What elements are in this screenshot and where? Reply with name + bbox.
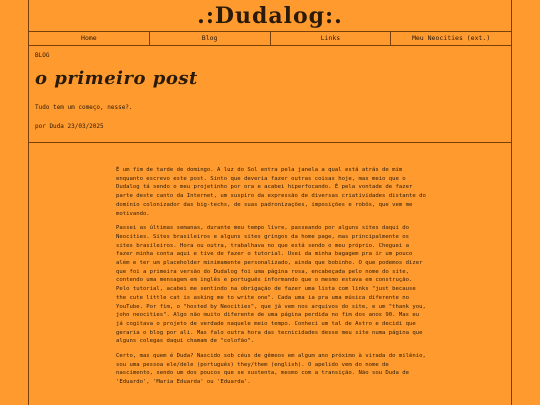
paragraph: Certo, mas quem é Duda? Nascido sob céus de gêmeos em algum ano próximo à virada do milênio, sou uma pessoa ele/dele (português) they/them (english). O apelido vem do nome de nascimento, sendo um dos poucos que se sustenta, mesmo com a transição. Não sou Duda de 'Eduardo', 'Maria Eduarda' ou 'Eduarda'. — [116, 353, 426, 386]
post-body — [116, 166, 427, 393]
nav-item-blog[interactable]: Blog — [150, 32, 271, 45]
post-title: o primeiro post — [35, 68, 198, 89]
paragraph: Passei as últimas semanas, durante meu tempo livre, passeando por alguns sites daqui do Neocities. Sites brasileiros e alguns sites gringos da home page, mas principalmente os sites brasileiros. Hora ou outra, trabalhava no que está sendo o meu próprio. Cheguei a fazer minha conta aqui e tive de fazer o tutorial. Usei da minha bagagem pra ir um pouco além e ter um placeholder minimamente personalizado, ainda que bobinho. O que podemos dizer que foi a primeira versão do Dudalog foi uma página rosa, encabeçada pelo nome do site, contendo uma mensagem em inglês e português informando que o mesmo estava em construção. Pelo tutorial, acabei me sentindo na obrigação de fazer uma lista com links "just because the cute little cat is asking me to write one". Cada uma ia pra uma música diferente no YouTube. Por fim, o "hosted by Neocities", que já vem nos arquivos do site, e um "thank you, john neocities". Algo não muito diferente de uma página perdida no fim dos anos 90. Mas eu já cogitava o projeto de verdade naquele meio tempo. Conheci um tal de Astro e decidi que geraria o blog por ali. Mas falo outra hora das tecnicidades desse meu site numa página que alguns colegas daqui chamam de "colofão". — [116, 225, 426, 345]
divider — [29, 142, 511, 143]
nav-item-links[interactable]: Links — [271, 32, 392, 45]
post-category[interactable]: BLOG — [35, 52, 50, 59]
site-title[interactable]: .:Dudalog:. — [197, 3, 343, 29]
post-subtitle: Tudo tem um começo, nesse?. — [35, 104, 133, 111]
paragraph: É um fim de tarde de domingo. A luz do Sol entra pela janela a qual está atrás de mim enquanto escrevo este post. Sinto que deveria fazer outras coisas hoje, mas meio que o Dudalog tá sendo o meu projetinho por ora e acabei hiperfocando. É pela vontade de fazer parte deste canto da Internet, um suspiro da expressão de diversas criatividades distante do domínio colonizador das big-techs, de suas padronizações, imposições e robôs, que vem me motivando. — [116, 167, 426, 217]
nav-item-home[interactable]: Home — [29, 32, 150, 45]
page-frame — [28, 0, 512, 405]
nav-item-neocities[interactable]: Meu Neocities (ext.) — [411, 34, 491, 42]
main-nav — [29, 31, 511, 46]
post-byline: por Duda 23/03/2025 — [35, 123, 104, 130]
